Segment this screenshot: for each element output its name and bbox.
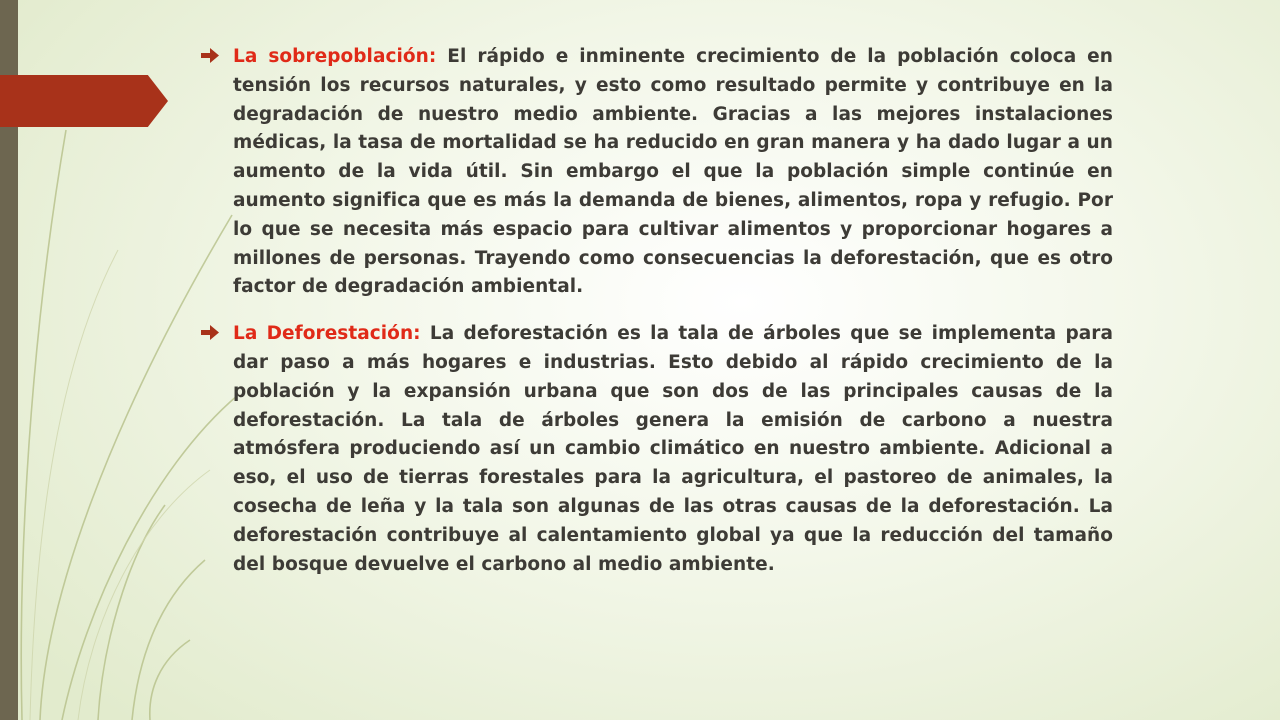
paragraph-sobrepoblacion [233, 43, 1113, 302]
body-text: El rápido e inminente crecimiento de la población coloca en tensión los recursos naturales, y esto como resultado permite y contribuye en la degradación de nuestro medio ambiente. Gracias a las mejores instalaciones médicas, la tasa de mortalidad se ha reducido en gran manera y ha dado lugar a un aumento de la vida útil. Sin embargo el que la población simple continúe en aumento significa que es más la demanda de bienes, alimentos, ropa y refugio. Por lo que se necesita más espacio para cultivar alimentos y proporcionar hogares a millones de personas. Trayendo como consecuencias la deforestación, que es otro factor de degradación ambiental. [233, 46, 1113, 298]
body-text: La deforestación es la tala de árboles que se implementa para dar paso a más hogares e industrias. Esto debido al rápido crecimiento de la población y la expansión urbana que son dos de las principales causas de la deforestación. La tala de árboles genera la emisión de carbono a nuestra atmósfera produciendo así un cambio climático en nuestro ambiente. Adicional a eso, el uso de tierras forestales para la agricultura, el pastoreo de animales, la cosecha de leña y la tala son algunas de las otras causas de la deforestación. La deforestación contribuye al calentamiento global ya que la reducción del tamaño del bosque devuelve el carbono al medio ambiente. [233, 323, 1113, 575]
arrow-right-icon [201, 48, 219, 63]
red-arrow-banner [0, 75, 168, 127]
list-item-sobrepoblacion [200, 43, 1113, 302]
arrow-right-icon [201, 325, 219, 340]
list-item-deforestacion [200, 320, 1113, 579]
term-label: La Deforestación: [233, 323, 421, 345]
paragraph-deforestacion [233, 320, 1113, 579]
slide-content [200, 43, 1113, 597]
term-label: La sobrepoblación: [233, 46, 437, 67]
